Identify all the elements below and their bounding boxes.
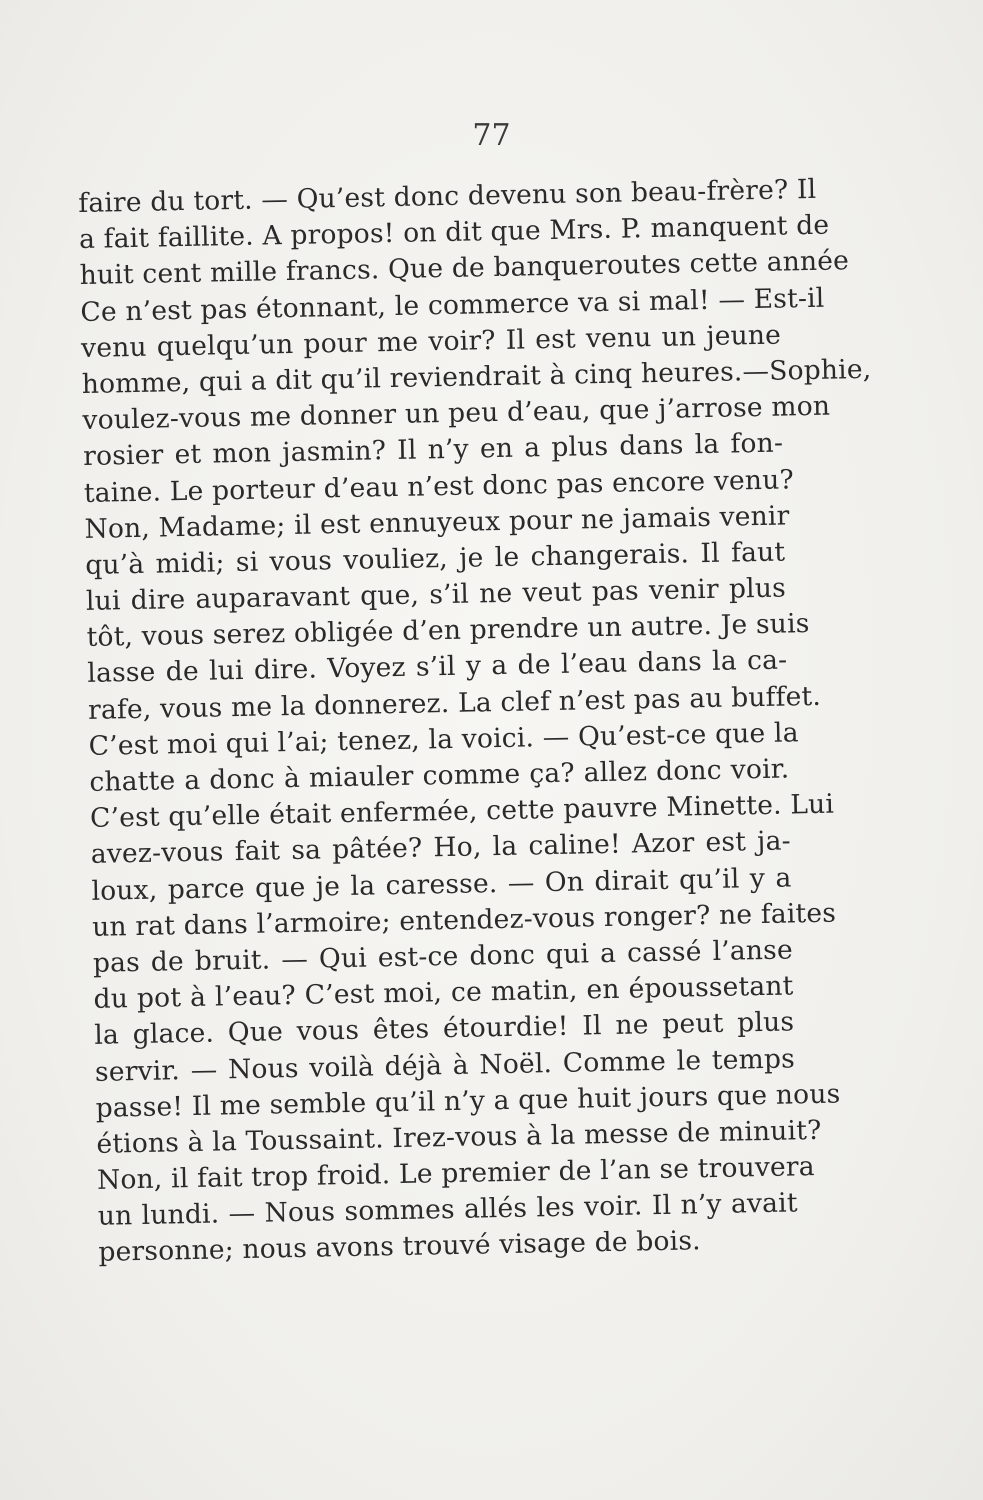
text-line: lasse de lui dire. Voyez s’il y a de l’eau dans la ca-: [87, 644, 788, 690]
text-line: venu quelqu’un pour me voir? Il est venu un jeune: [80, 319, 782, 364]
text-line: qu’à midi; si vous vouliez, je le changerais. Il faut: [84, 536, 786, 581]
text-line: tôt, vous serez obligée d’en prendre un autre. Je suis: [86, 608, 810, 654]
text-line: voulez-vous me donner un peu d’eau, que j’arrose mon: [82, 390, 831, 437]
text-line: loux, parce que je la caresse. — On dirait qu’il y a: [91, 861, 792, 907]
body-text: [78, 173, 872, 1272]
text-line: un lundi. — Nous sommes allés les voir. Il n’y avait: [97, 1187, 798, 1233]
text-line: personne; nous avons trouvé visage de bois.: [98, 1225, 702, 1269]
text-line: rafe, vous me la donnerez. La clef n’est pas au buffet.: [87, 680, 822, 726]
text-line: Ce n’est pas étonnant, le commerce va si mal! — Est-il: [80, 282, 825, 328]
text-line: avez-vous fait sa pâtée? Ho, la caline! Azor est ja-: [90, 825, 792, 871]
text-line: huit cent mille francs. Que de banqueroutes cette année: [79, 245, 850, 292]
text-line: homme, qui a dit qu’il reviendrait à cinq heures.—Sophie,: [81, 353, 872, 400]
text-line: un rat dans l’armoire; entendez-vous ronger? ne faites: [91, 897, 837, 943]
text-line: taine. Le porteur d’eau n’est donc pas encore venu?: [83, 463, 795, 509]
text-line: servir. — Nous voilà déjà à Noël. Comme le temps: [94, 1042, 796, 1088]
text-line: a fait faillite. A propos! on dit que Mrs. P. manquent de: [78, 209, 830, 256]
text-line: C’est qu’elle était enfermée, cette pauvre Minette. Lui: [89, 788, 835, 835]
text-line: passe! Il me semble qu’il n’y a que huit jours que nous: [95, 1078, 841, 1124]
text-line: Non, il fait trop froid. Le premier de l’an se trouvera: [96, 1151, 816, 1196]
text-line: chatte a donc à miauler comme ça? allez donc voir.: [89, 753, 790, 798]
text-line: rosier et mon jasmin? Il n’y en a plus dans la fon-: [82, 427, 784, 473]
text-line: faire du tort. — Qu’est donc devenu son beau-frère? Il: [78, 173, 817, 219]
text-line: lui dire auparavant que, s’il ne veut pas venir plus: [85, 572, 787, 617]
text-line: pas de bruit. — Qui est-ce donc qui a cassé l’anse: [92, 934, 794, 979]
text-line: Non, Madame; il est ennuyeux pour ne jamais venir: [84, 500, 790, 545]
text-line: C’est moi qui l’ai; tenez, la voici. — Qu’est-ce que la: [88, 717, 799, 762]
text-line: la glace. Que vous êtes étourdie! Il ne peut plus: [94, 1006, 795, 1052]
text-line: du pot à l’eau? C’est moi, ce matin, en époussetant: [93, 970, 794, 1015]
text-line: étions à la Toussaint. Irez-vous à la messe de minuit?: [96, 1114, 822, 1160]
page-number: 77: [472, 118, 511, 153]
